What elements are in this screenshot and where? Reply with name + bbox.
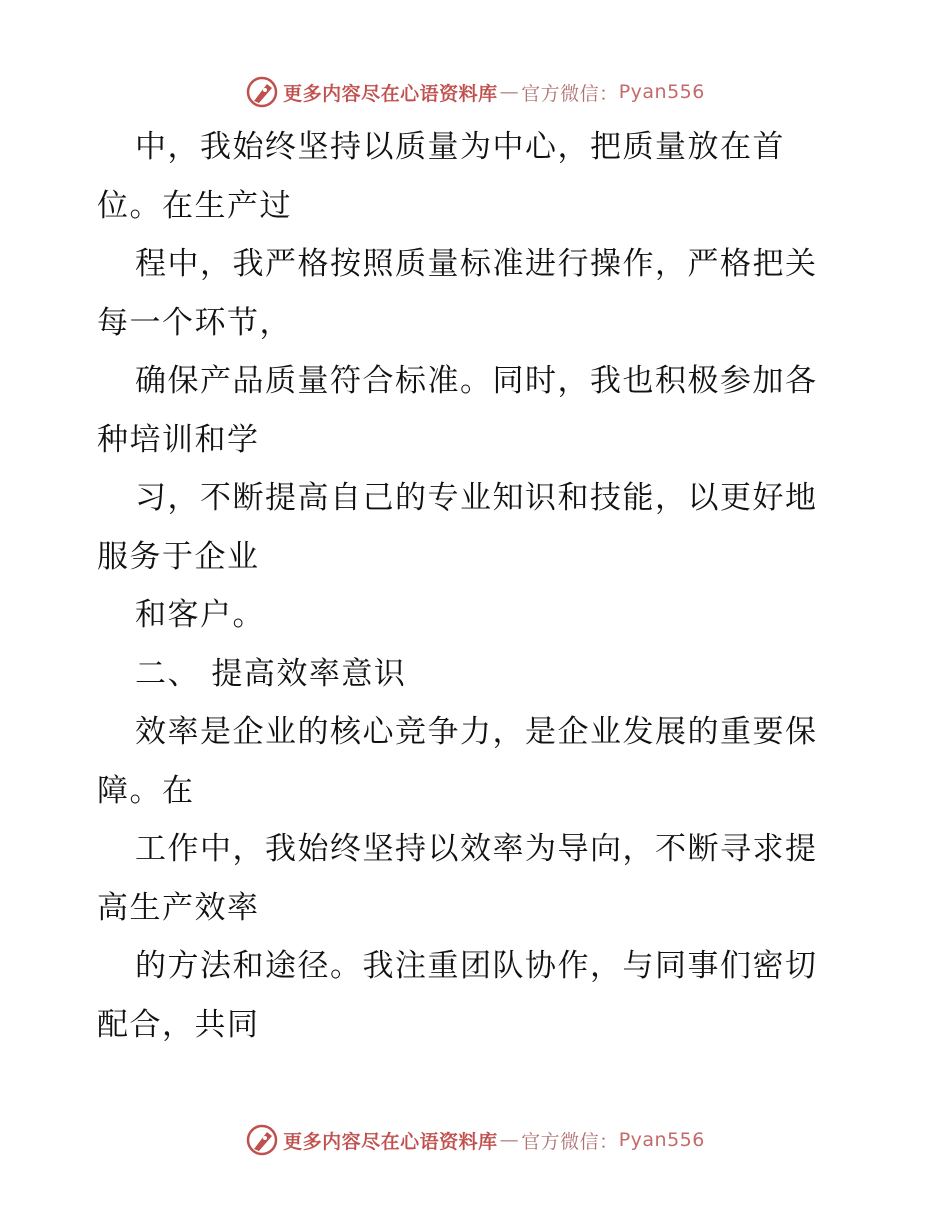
body-line: 位。在生产过 — [97, 187, 292, 224]
body-line: 中，我始终坚持以质量为中心，把质量放在首 — [135, 129, 785, 165]
section-heading: 二、 提高效率意识 — [135, 655, 407, 692]
body-line: 工作中，我始终坚持以效率为导向，不断寻求提 — [135, 831, 818, 867]
body-line: 习，不断提高自己的专业知识和技能，以更好地 — [135, 480, 818, 516]
body-line: 服务于企业 — [97, 538, 260, 575]
watermark-label: 官方微信： — [521, 82, 619, 105]
watermark-wechat-id: Pyan556 — [618, 81, 705, 103]
document-body — [97, 118, 857, 1054]
watermark-dash: — — [499, 1129, 520, 1151]
watermark-site-text: 更多内容尽在心语资料库 — [283, 1130, 498, 1153]
body-line: 种培训和学 — [97, 421, 260, 458]
body-line: 的方法和途径。我注重团队协作，与同事们密切 — [135, 948, 818, 984]
body-line: 每一个环节， — [97, 304, 292, 341]
header-watermark — [0, 72, 950, 112]
pen-nib-icon — [245, 1123, 279, 1157]
body-line: 程中，我严格按照质量标准进行操作，严格把关 — [135, 246, 818, 282]
footer-watermark — [0, 1120, 950, 1160]
body-line: 确保产品质量符合标准。同时，我也积极参加各 — [135, 363, 818, 399]
pen-nib-icon — [245, 75, 279, 109]
watermark-wechat-id: Pyan556 — [618, 1129, 705, 1151]
body-line: 和客户。 — [135, 597, 265, 633]
body-line: 高生产效率 — [97, 889, 260, 926]
body-line: 障。在 — [97, 772, 195, 809]
watermark-dash: — — [499, 81, 520, 103]
watermark-label: 官方微信： — [521, 1130, 619, 1153]
watermark-site-text: 更多内容尽在心语资料库 — [283, 82, 498, 105]
body-line: 配合，共同 — [97, 1006, 260, 1043]
body-line: 效率是企业的核心竞争力，是企业发展的重要保 — [135, 714, 818, 750]
